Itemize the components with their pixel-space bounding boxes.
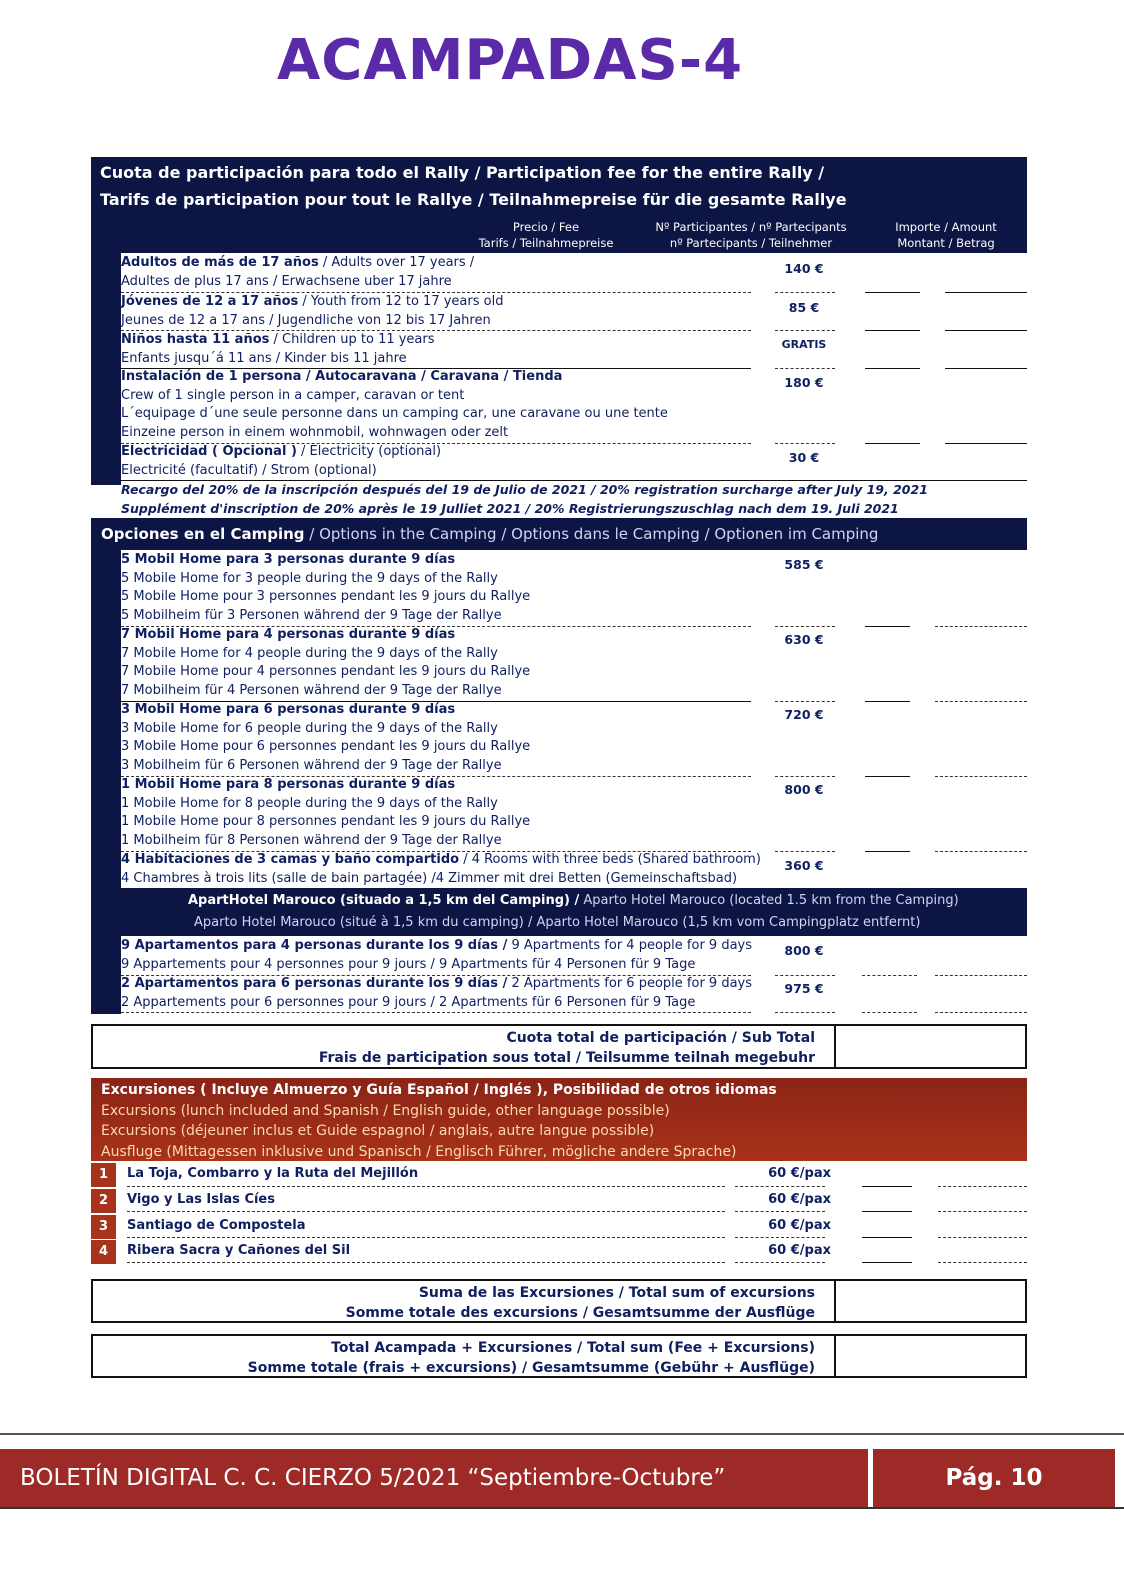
amount-field[interactable] [935, 1012, 1027, 1013]
excursions-header: Excursiones ( Incluye Almuerzo y Guía Español / Inglés ), Posibilidad de otros idiomas Excursions (lunch included and Spanish / English guide, other language possible) Excursions (déjeuner inclus et Guide espagnol / anglais, autre langue possible) Ausfluge (Mittagessen inklusive und Spanisch / Englisch Führer, mögliche andere Sprache) [91, 1078, 1027, 1161]
participants-field[interactable] [862, 1262, 912, 1263]
amount-field[interactable] [865, 368, 920, 369]
fee-row-youth: Jóvenes de 12 a 17 años / Youth from 12 to 17 years old Jeunes de 12 a 17 ans / Jugendliche von 12 bis 17 Jahren [121, 294, 504, 328]
divider [121, 1012, 751, 1013]
participants-field[interactable] [775, 368, 835, 369]
amount-field[interactable] [862, 975, 917, 976]
amount-field[interactable] [938, 1237, 1027, 1238]
options-left-bar [91, 550, 121, 888]
excursions-total-amount-field[interactable] [835, 1281, 1025, 1321]
apt-price-6: 975 € [784, 981, 824, 996]
option-price-mobilhome-4: 630 € [784, 632, 824, 647]
aparthotel-left-bar [91, 936, 121, 1014]
participants-field[interactable] [775, 851, 835, 852]
participants-field[interactable] [862, 1186, 912, 1187]
surcharge-note: Recargo del 20% de la inscripción después del 19 de Julio de 2021 / 20% registration surcharge after July 19, 2021 Supplément d'inscription de 20% après le 19 Julliet 2021 / 20% Registrierungszuschlag nach dem 19. Juli 2021 [121, 482, 928, 516]
option-price-mobilhome-8: 800 € [784, 782, 824, 797]
amount-field[interactable] [935, 776, 1027, 777]
participants-field[interactable] [775, 626, 835, 627]
fee-price-children: GRATIS [781, 338, 827, 351]
fees-header [91, 157, 1027, 253]
option-price-mobilhome-3: 585 € [784, 557, 824, 572]
divider [127, 1237, 725, 1238]
col-participants-header: Nº Participantes / nº Partecipants nº Partecipants / Teilnehmer [655, 220, 847, 250]
participants-field[interactable] [775, 776, 835, 777]
option-row-mobilhome-8: 1 Mobil Home para 8 personas durante 9 días 1 Mobile Home for 8 people during the 9 days of the Rally 1 Mobile Home pour 8 personnes pendant les 9 jours du Rallye 1 Mobilheim für 8 Personen während der 9 Tage der Rallye [121, 777, 531, 848]
divider [127, 1186, 725, 1187]
divider [735, 1237, 825, 1238]
amount-field[interactable] [865, 292, 920, 293]
fee-row-installation: Instalación de 1 persona / Autocaravana / Caravana / Tienda Crew of 1 single person in a camper, caravan or tent L´equipage d´une seule personne dans un camping car, une caravane ou une tente Einzeine person in einem wohnmobil, wohnwagen oder zelt [121, 369, 668, 440]
fee-price-youth: 85 € [788, 300, 820, 315]
apt-row-4: 9 Apartamentos para 4 personas durante los 9 días / 9 Apartments for 4 people for 9 days 9 Appartements pour 4 personnes pour 9 jours / 9 Apartments für 4 Personen für 9 Tage [121, 938, 753, 972]
participants-field[interactable] [775, 1012, 835, 1013]
grand-total-amount-field[interactable] [835, 1336, 1025, 1376]
excursions-total-label: Suma de las Excursiones / Total sum of excursions Somme totale des excursions / Gesamtsumme der Ausflüge [345, 1285, 815, 1321]
participants-field[interactable] [775, 443, 835, 444]
divider [127, 1211, 725, 1212]
amount-field[interactable] [935, 851, 1027, 852]
amount-field[interactable] [935, 701, 1027, 702]
amount-field[interactable] [935, 626, 1027, 627]
amount-field[interactable] [938, 1186, 1027, 1187]
excursion-item: 4 Ribera Sacra y Cañones del Sil 60 €/pax [91, 1240, 1027, 1264]
footer-page-number: Pág. 10 [873, 1449, 1115, 1507]
amount-field[interactable] [865, 701, 910, 702]
footer-bulletin: BOLETÍN DIGITAL C. C. CIERZO 5/2021 “Septiembre-Octubre” [0, 1449, 868, 1507]
amount-field[interactable] [862, 1012, 917, 1013]
fee-price-installation: 180 € [784, 375, 824, 390]
footer-bottom-rule [0, 1507, 1124, 1509]
fee-row-children: Niños hasta 11 años / Children up to 11 years Enfants jusqu´á 11 ans / Kinder bis 11 jahre [121, 332, 435, 366]
fees-heading-line2: Tarifs de participation pour tout le Rallye / Teilnahmepreise für die gesamte Rallye [100, 190, 847, 209]
fee-price-adults: 140 € [784, 261, 824, 276]
col-price-header: Precio / Fee Tarifs / Teilnahmepreise [478, 220, 614, 250]
amount-field[interactable] [865, 626, 910, 627]
participants-field[interactable] [775, 975, 835, 976]
amount-field[interactable] [865, 851, 910, 852]
option-row-mobilhome-4: 7 Mobil Home para 4 personas durante 9 días 7 Mobile Home for 4 people during the 9 days of the Rally 7 Mobile Home pour 4 personnes pendant les 9 jours du Rallye 7 Mobilheim für 4 Personen während der 9 Tage der Rallye [121, 627, 531, 698]
excursion-item: 3 Santiago de Compostela 60 €/pax [91, 1215, 1027, 1239]
amount-field[interactable] [865, 776, 910, 777]
option-row-rooms: 4 Habitaciones de 3 camas y baño compartido / 4 Rooms with three beds (Shared bathroom) 4 Chambres à trois lits (salle de bain partagée) /4 Zimmer mit drei Betten (Gemeinschaftsbad) [121, 852, 761, 886]
footer-rule [0, 1433, 1124, 1435]
amount-field[interactable] [938, 1211, 1027, 1212]
fees-heading-line1: Cuota de participación para todo el Rally / Participation fee for the entire Rally / [100, 163, 825, 182]
aparthotel-header: ApartHotel Marouco (situado a 1,5 km del Camping) / Aparto Hotel Marouco (located 1.5 km from the Camping) Aparto Hotel Marouco (situé à 1,5 km du camping) / Aparto Hotel Marouco (1,5 km vom Campingplatz entfernt) [91, 888, 1027, 936]
divider [127, 1262, 725, 1263]
amount-field[interactable] [935, 975, 1027, 976]
option-price-mobilhome-6: 720 € [784, 707, 824, 722]
option-row-mobilhome-3: 5 Mobil Home para 3 personas durante 9 días 5 Mobile Home for 3 people during the 9 days of the Rally 5 Mobile Home pour 3 personnes pendant les 9 jours du Rallye 5 Mobilheim für 3 Personen während der 9 Tage der Rallye [121, 552, 531, 623]
participants-field[interactable] [775, 701, 835, 702]
col-amount-header: Importe / Amount Montant / Betrag [895, 220, 997, 250]
apt-price-4: 800 € [784, 943, 824, 958]
amount-field[interactable] [945, 443, 1027, 444]
participants-field[interactable] [775, 292, 835, 293]
participants-field[interactable] [862, 1237, 912, 1238]
amount-field[interactable] [938, 1262, 1027, 1263]
grand-total-label: Total Acampada + Excursiones / Total sum (Fee + Excursions) Somme totale (frais + excursions) / Gesamtsumme (Gebühr + Ausflüge) [247, 1340, 815, 1376]
participants-field[interactable] [862, 1211, 912, 1212]
excursion-item: 2 Vigo y Las Islas Cíes 60 €/pax [91, 1189, 1027, 1213]
divider [735, 1186, 825, 1187]
amount-field[interactable] [865, 443, 920, 444]
fee-row-electricity: Electricidad ( Opcional ) / Electricity (optional) Electricité (facultatif) / Strom (optional) [121, 444, 442, 478]
fee-row-adults: Adultos de más de 17 años / Adults over 17 years / Adultes de plus 17 ans / Erwachsene uber 17 jahre [121, 255, 475, 289]
excursion-item: 1 La Toja, Combarro y la Ruta del Mejillón 60 €/pax [91, 1163, 1027, 1187]
page-title: ACAMPADAS-4 [276, 28, 744, 93]
amount-field[interactable] [945, 368, 1027, 369]
divider [735, 1262, 825, 1263]
apt-row-6: 2 Apartamentos para 6 personas durante los 9 días / 2 Apartments for 6 people for 9 days 2 Appartements pour 6 personnes pour 9 jours / 2 Apartments für 6 Personen für 9 Tage [121, 976, 753, 1010]
amount-field[interactable] [865, 330, 920, 331]
fee-price-electricity: 30 € [788, 450, 820, 465]
amount-field[interactable] [945, 292, 1027, 293]
amount-field[interactable] [945, 330, 1027, 331]
options-header: Opciones en el Camping / Options in the Camping / Options dans le Camping / Optionen im Camping [91, 518, 1027, 550]
subtotal-label: Cuota total de participación / Sub Total Frais de participation sous total / Teilsumme teilnah megebuhr [318, 1030, 815, 1066]
participants-field[interactable] [775, 330, 835, 331]
option-row-mobilhome-6: 3 Mobil Home para 6 personas durante 9 días 3 Mobile Home for 6 people during the 9 days of the Rally 3 Mobile Home pour 6 personnes pendant les 9 jours du Rallye 3 Mobilheim für 6 Personen während der 9 Tage der Rallye [121, 702, 531, 773]
subtotal-amount-field[interactable] [835, 1026, 1025, 1067]
option-price-rooms: 360 € [784, 858, 824, 873]
divider [735, 1211, 825, 1212]
footer [0, 1449, 1124, 1507]
fees-left-bar [91, 253, 121, 485]
